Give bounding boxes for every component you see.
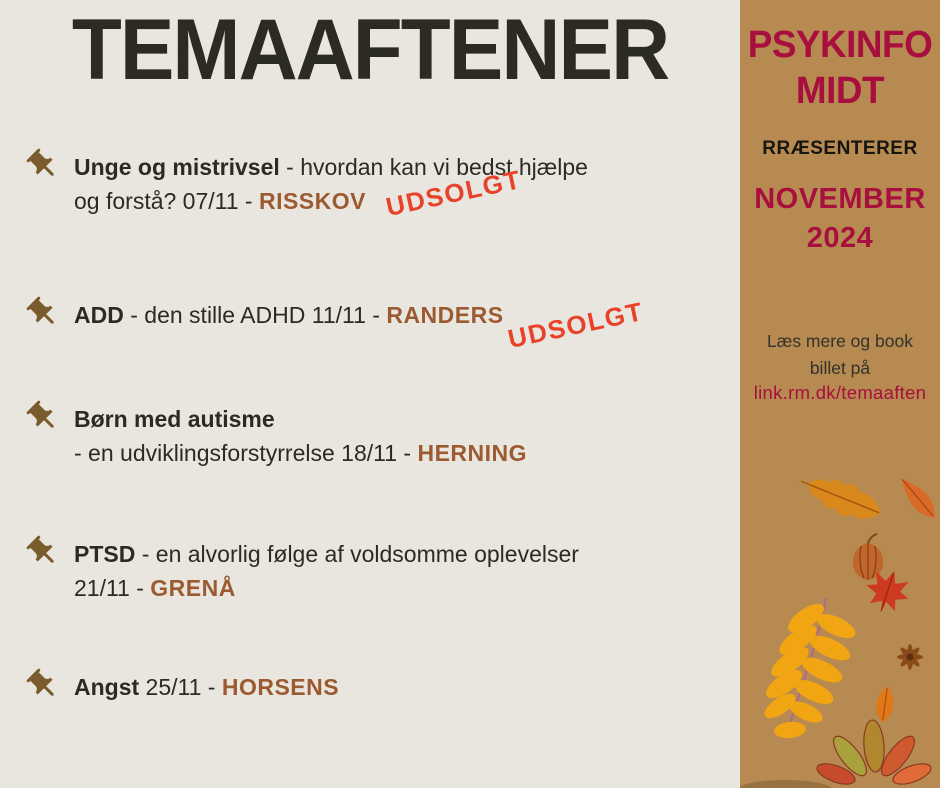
month-year: 2024 (806, 222, 874, 254)
brand-line1: PSYKINFO (747, 24, 933, 66)
cta-text (740, 328, 940, 382)
pushpin-icon (25, 399, 61, 435)
event-description: 25/11 - (139, 674, 222, 700)
event-text (74, 670, 339, 704)
autumn-leaves-decoration (740, 440, 940, 788)
event-text (74, 298, 504, 332)
brand-line2: MIDT (795, 70, 885, 112)
event-description-line2: og forstå? 07/11 - (74, 188, 259, 214)
small-leaf (874, 685, 895, 723)
leaf-shadow (740, 780, 833, 788)
event-row-unge-og-mistrivsel (25, 150, 588, 222)
event-row-add (25, 296, 647, 354)
cta-line1: Læs mere og book (767, 331, 913, 351)
month-name: NOVEMBER (754, 183, 926, 215)
pushpin-icon (25, 147, 61, 183)
brand-logo (743, 22, 937, 114)
creeper-leaf (814, 719, 933, 788)
event-title: Angst (74, 674, 140, 700)
event-title: Børn med autisme (74, 406, 275, 432)
event-description: - den stille ADHD 11/11 - (123, 302, 387, 328)
physalis-lantern (853, 534, 883, 580)
month-label (740, 180, 940, 258)
event-row-ptsd (25, 537, 579, 605)
event-text (74, 537, 579, 605)
booking-link[interactable]: link.rm.dk/temaaften (753, 382, 927, 403)
oak-leaf (793, 465, 887, 529)
event-description: - en alvorlig følge af voldsomme oplevelser (135, 541, 579, 567)
event-title: PTSD (74, 541, 136, 567)
sold-out-badge: UDSOLGT (505, 296, 647, 354)
rowan-leaf (761, 598, 859, 739)
event-description-line2: 21/11 - (74, 575, 151, 601)
event-description: - hvordan kan vi bedst hjælpe (279, 154, 588, 180)
event-description-line2: - en udviklingsforstyrrelse 18/11 - (74, 440, 418, 466)
event-title: ADD (74, 302, 124, 328)
star-anise (897, 644, 923, 670)
event-title: Unge og mistrivsel (74, 154, 280, 180)
pushpin-icon (25, 667, 61, 703)
event-text (74, 402, 527, 470)
event-location: HERNING (417, 440, 528, 466)
event-row-angst (25, 670, 339, 704)
pushpin-icon (25, 534, 61, 570)
event-location: RANDERS (386, 302, 504, 328)
event-location: RISSKOV (258, 188, 366, 214)
event-location: GRENÅ (150, 575, 236, 601)
page-title: TEMAAFTENER (71, 2, 669, 98)
presents-label: RRÆSENTERER (762, 138, 918, 159)
sidebar (740, 0, 940, 788)
event-location: HORSENS (221, 674, 340, 700)
sold-out-badge: UDSOLGT (383, 164, 525, 222)
event-row-boern-med-autisme (25, 402, 527, 470)
cta-line2: billet på (809, 358, 871, 378)
pushpin-icon (25, 295, 61, 331)
leaf-fragment (894, 472, 940, 523)
